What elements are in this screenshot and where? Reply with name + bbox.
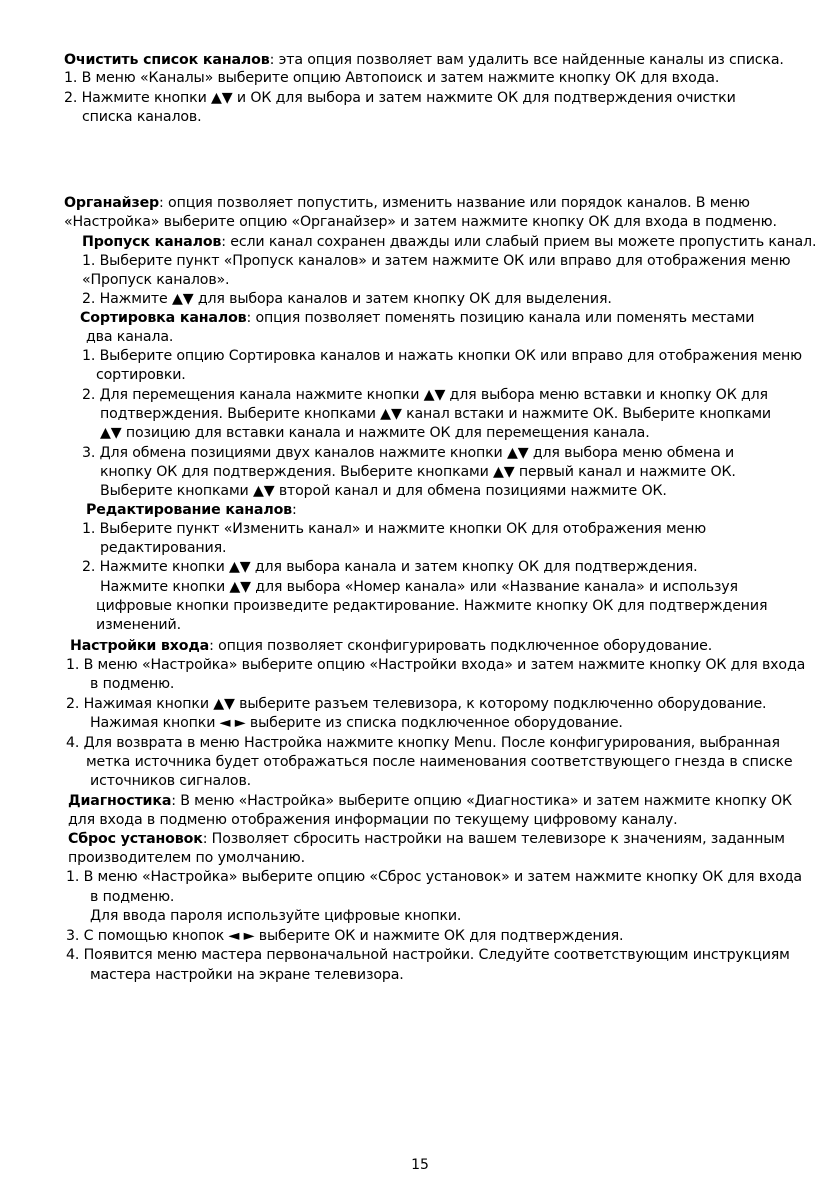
heading-input-settings: Настройки входа: опция позволяет сконфигурировать подключенное оборудование. <box>70 638 713 654</box>
text-line: Выберите кнопками ▲▼ второй канал и для обмена позициями нажмите ОК. <box>100 483 667 499</box>
text-line: метка источника будет отображаться после наименования соответствующего гнезда в списке <box>86 754 793 770</box>
text-line: «Пропуск каналов». <box>82 272 230 288</box>
text-line: 1. Выберите пункт «Пропуск каналов» и затем нажмите ОК или вправо для отображения меню <box>82 253 791 269</box>
text-line: «Настройка» выберите опцию «Органайзер» и затем нажмите кнопку ОК для входа в подменю. <box>64 214 777 230</box>
text-line: подтверждения. Выберите кнопками ▲▼ канал встаки и нажмите ОК. Выберите кнопками <box>100 406 771 422</box>
heading-skip-channels: Пропуск каналов: если канал сохранен дважды или слабый прием вы можете пропустить канал. <box>82 234 817 250</box>
text-line: 1. В меню «Каналы» выберите опцию Автопоиск и затем нажмите кнопку ОК для входа. <box>64 70 720 86</box>
heading-organizer: Органайзер: опция позволяет попустить, изменить название или порядок каналов. В меню <box>64 195 750 211</box>
heading-sort-channels: Сортировка каналов: опция позволяет поменять позицию канала или поменять местами <box>80 310 755 326</box>
text-line: изменений. <box>96 617 181 633</box>
text-line: 2. Нажмите ▲▼ для выбора каналов и затем кнопку ОК для выделения. <box>82 291 612 307</box>
text-line: 2. Нажимая кнопки ▲▼ выберите разъем телевизора, к которому подключенно оборудование. <box>66 696 767 712</box>
text-line: в подменю. <box>90 676 175 692</box>
text-line: 1. Выберите пункт «Изменить канал» и нажмите кнопки ОК для отображения меню <box>82 521 707 537</box>
text-line: списка каналов. <box>82 109 202 125</box>
text-line: для входа в подменю отображения информации по текущему цифровому каналу. <box>68 812 678 828</box>
text-line: редактирования. <box>100 540 227 556</box>
text-line: два канала. <box>86 329 174 345</box>
text-line: в подменю. <box>90 889 175 905</box>
text-line: цифровые кнопки произведите редактирование. Нажмите кнопку ОК для подтверждения <box>96 598 768 614</box>
text-line: 2. Нажмите кнопки ▲▼ и ОК для выбора и затем нажмите ОК для подтверждения очистки <box>64 90 736 106</box>
text-line: Нажимая кнопки ◄ ► выберите из списка подключенное оборудование. <box>90 715 623 731</box>
text-line: 2. Нажмите кнопки ▲▼ для выбора канала и затем кнопку ОК для подтверждения. <box>82 559 698 575</box>
text-line: 1. Выберите опцию Сортировка каналов и нажать кнопки ОК или вправо для отображения меню <box>82 348 802 364</box>
text-line: 4. Для возврата в меню Настройка нажмите кнопку Menu. После конфигурирования, выбранная <box>66 735 780 751</box>
text-line: 4. Появится меню мастера первоначальной настройки. Следуйте соответствующим инструкциям <box>66 947 790 963</box>
text-line: Нажмите кнопки ▲▼ для выбора «Номер канала» или «Название канала» и используя <box>100 579 738 595</box>
text-line: Для ввода пароля используйте цифровые кнопки. <box>90 908 462 924</box>
heading-clear-channel-list: Очистить список каналов: эта опция позволяет вам удалить все найденные каналы из списка. <box>64 52 784 68</box>
text-line: 3. Для обмена позициями двух каналов нажмите кнопки ▲▼ для выбора меню обмена и <box>82 445 735 461</box>
text-line: 1. В меню «Настройка» выберите опцию «Настройки входа» и затем нажмите кнопку ОК для входа <box>66 657 806 673</box>
text-line: сортировки. <box>96 367 186 383</box>
text-line: кнопку ОК для подтверждения. Выберите кнопками ▲▼ первый канал и нажмите ОК. <box>100 464 736 480</box>
text-line: 1. В меню «Настройка» выберите опцию «Сброс установок» и затем нажмите кнопку ОК для входа <box>66 869 802 885</box>
heading-edit-channels: Редактирование каналов: <box>86 502 297 518</box>
text-line: производителем по умолчанию. <box>68 850 305 866</box>
text-line: 2. Для перемещения канала нажмите кнопки ▲▼ для выбора меню вставки и кнопку ОК для <box>82 387 768 403</box>
text-line: мастера настройки на экране телевизора. <box>90 967 404 983</box>
page-number: 15 <box>411 1157 429 1173</box>
text-line: ▲▼ позицию для вставки канала и нажмите ОК для перемещения канала. <box>100 425 650 441</box>
text-line: 3. С помощью кнопок ◄ ► выберите ОК и нажмите ОК для подтверждения. <box>66 928 624 944</box>
heading-diagnostics: Диагностика: В меню «Настройка» выберите опцию «Диагностика» и затем нажмите кнопку ОК <box>68 793 792 809</box>
heading-reset-settings: Сброс установок: Позволяет сбросить настройки на вашем телевизоре к значениям, заданным <box>68 831 785 847</box>
text-line: источников сигналов. <box>90 773 252 789</box>
